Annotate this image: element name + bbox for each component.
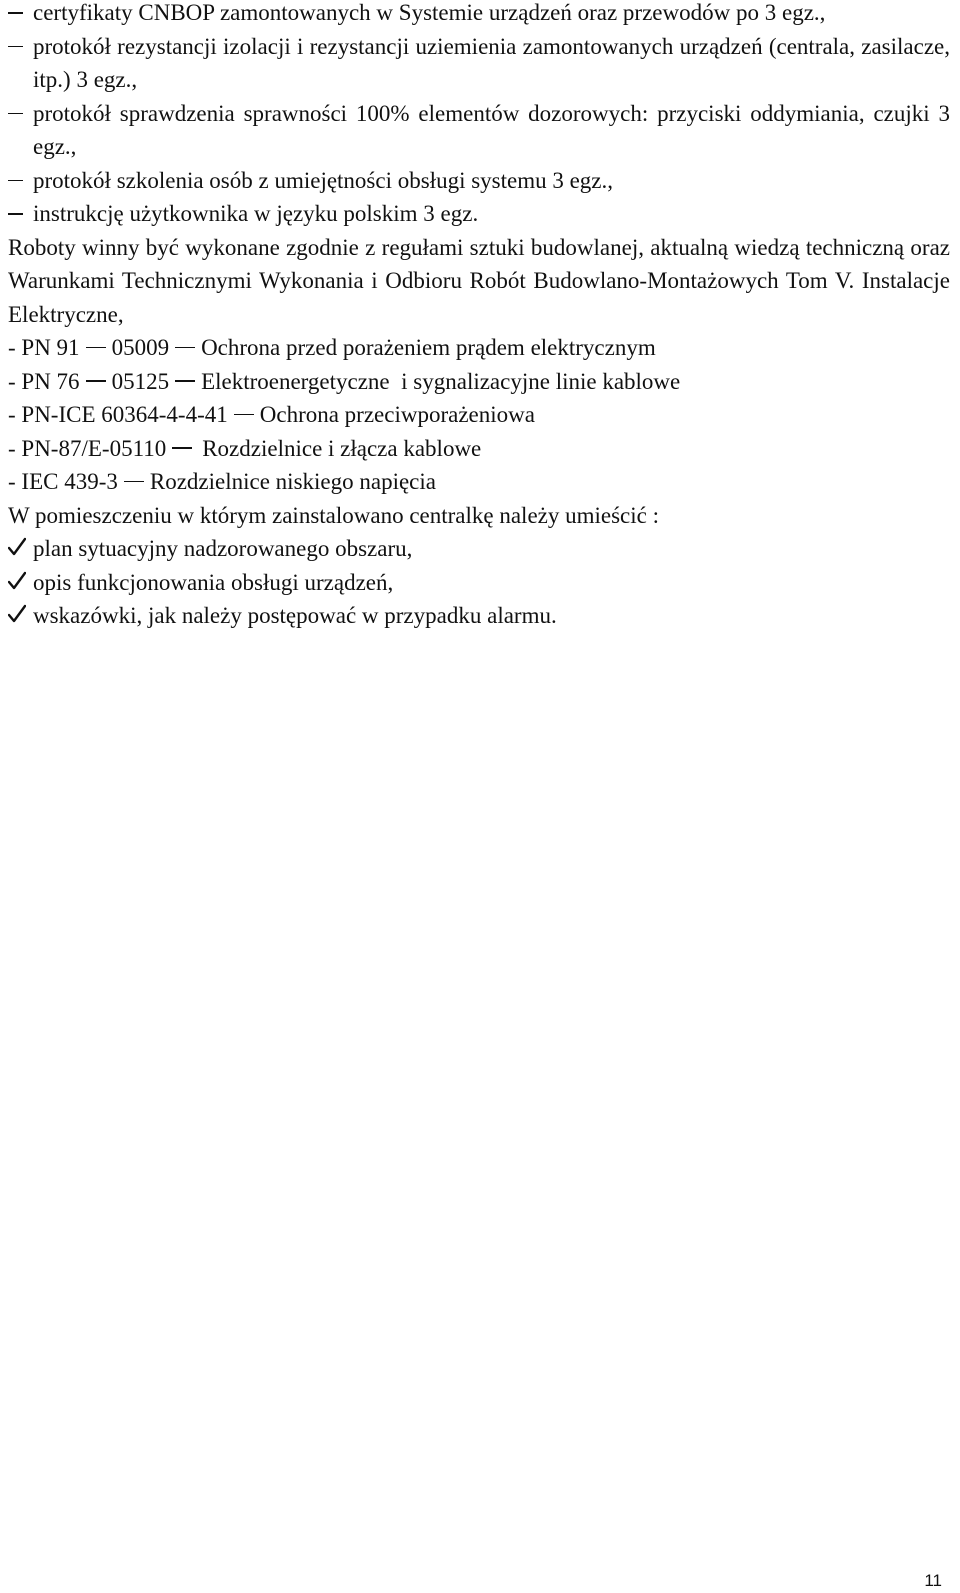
checkmark-icon (8, 571, 26, 591)
room-intro: W pomieszczeniu w którym zainstalowano centralkę należy umieścić : (8, 502, 659, 528)
standard-title: Rozdzielnice i złącza kablowe (202, 435, 482, 461)
standard-line (8, 432, 950, 466)
dash-bullet (8, 213, 23, 215)
checkmark-icon (8, 537, 26, 557)
standard-title: Elektroenergetyczne i sygnalizacyjne linie kablowe (201, 368, 681, 394)
checkmark-icon (8, 604, 26, 624)
standard-title: Rozdzielnice niskiego napięcia (149, 469, 436, 494)
standard-code: - PN 91 (8, 335, 80, 360)
list-item-text: protokół sprawdzenia sprawności 100% elementów dozorowych: przyciski oddymiania, czujki 3 egz., (33, 100, 950, 159)
en-dash (175, 347, 195, 349)
list-item (8, 164, 950, 198)
standard-number: 05009 (111, 335, 170, 360)
en-dash (175, 380, 195, 382)
en-dash (86, 347, 106, 349)
roboty-paragraph: Roboty winny być wykonane zgodnie z regułami sztuki budowlanej, aktualną wiedzą techniczną oraz Warunkami Technicznymi Wykonania i Odbioru Robót Budowlano-Montażowych Tom V. Instalacje Elektryczne, (8, 234, 950, 327)
list-item (8, 532, 950, 566)
standard-code: - IEC 439-3 (8, 469, 118, 494)
list-item (8, 0, 950, 30)
dash-bullet (8, 12, 23, 14)
dash-bullet (8, 180, 23, 182)
room-checklist (8, 532, 950, 633)
standard-line (8, 365, 950, 399)
standard-title: Ochrona przed porażeniem prądem elektrycznym (201, 335, 656, 360)
list-item-text: opis funkcjonowania obsługi urządzeń, (33, 569, 394, 595)
page-content (8, 0, 950, 633)
list-item-text: plan sytuacyjny nadzorowanego obszaru, (33, 536, 413, 561)
dash-bullet (8, 46, 23, 48)
list-item (8, 197, 950, 231)
list-item (8, 97, 950, 164)
standard-code: - PN 76 (8, 368, 80, 394)
en-dash (172, 447, 192, 449)
standard-number: 05125 (111, 368, 170, 394)
en-dash (86, 380, 106, 382)
standard-line (8, 398, 950, 432)
standard-line (8, 331, 950, 365)
deliverables-list (8, 0, 950, 231)
standard-code: - PN-87/E-05110 (8, 435, 167, 461)
list-item-text: instrukcję użytkownika w języku polskim 3 egz. (33, 201, 479, 226)
list-item-text: protokół szkolenia osób z umiejętności obsługi systemu 3 egz., (33, 167, 614, 193)
standard-line (8, 465, 950, 499)
list-item (8, 30, 950, 97)
list-item-text: protokół rezystancji izolacji i rezystancji uziemienia zamontowanych urządzeń (centrala, zasilacze, itp.) 3 egz., (33, 33, 950, 92)
list-item (8, 566, 950, 600)
list-item-text: wskazówki, jak należy postępować w przypadku alarmu. (33, 603, 557, 628)
list-item (8, 599, 950, 633)
list-item-text: certyfikaty CNBOP zamontowanych w Systemie urządzeń oraz przewodów po 3 egz., (33, 0, 826, 25)
en-dash (234, 414, 254, 416)
standard-title: Ochrona przeciwporażeniowa (259, 402, 535, 427)
page-number: 11 (924, 1571, 942, 1590)
standard-code: - PN-ICE 60364-4-4-41 (8, 402, 228, 427)
dash-bullet (8, 113, 23, 115)
en-dash (124, 481, 144, 483)
